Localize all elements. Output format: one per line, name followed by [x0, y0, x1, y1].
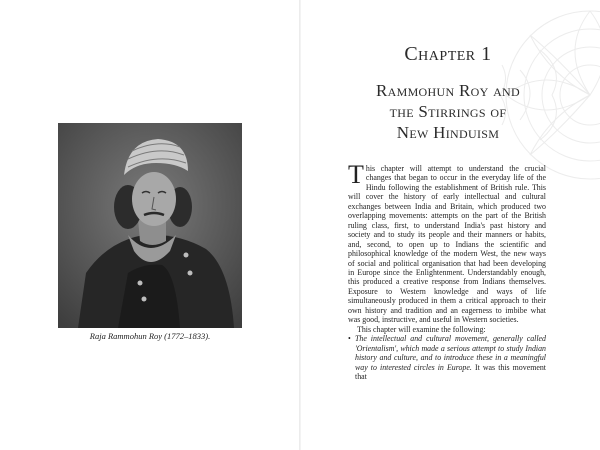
- chapter-title-line-3: New Hinduism: [396, 123, 500, 142]
- bullet-item-upright-text: It was this movement that: [355, 362, 546, 381]
- drop-cap: T: [348, 160, 364, 189]
- chapter-title: [340, 80, 556, 143]
- examine-paragraph: This chapter will examine the following:: [357, 324, 486, 334]
- page-gutter: [299, 0, 301, 450]
- intro-paragraph-text: his chapter will attempt to understand the crucial changes that began to occur in the everyday life of the Hindu following the establishment of British rule. This will cover the history of early intellectual and cultural exchanges between India and Britain, which produced two overlapping movements: attempts on the part of the British ruling class, first, to understand India's past history and society and to study its people and their manners or habits, and, second, to open up to Indians the scientific and philosophical knowledge of the modern West, the new ways of social and political organisation that had been developing in Europe since the Enlightenment. Understandably enough, this produced a creative response from Indians themselves. Exposure to Western knowledge and ways of life simultaneously produced in them a critical approach to their own history and tradition and an eagerness to imbibe what was good, instructive, and useful in Western societies.: [348, 164, 546, 325]
- portrait-caption: Raja Rammohun Roy (1772–1833).: [89, 331, 211, 341]
- chapter-title-line-2: the Stirrings of: [389, 102, 507, 121]
- intro-paragraph: [348, 160, 546, 325]
- chapter-label: Chapter 1: [404, 43, 492, 65]
- bullet-item-orientalism: [348, 334, 546, 381]
- portrait-drawing: [58, 123, 242, 328]
- bullet-item-italic-text: The intellectual and cultural movement, generally called 'Orientalism', which made a serious attempt to study Indian history and culture, and to introduce these in a meaningful way to interested circles in Europe.: [355, 334, 546, 372]
- chapter-title-line-1: Rammohun Roy and: [376, 81, 520, 100]
- bullet-icon: •: [348, 334, 351, 344]
- chapter-body: [348, 160, 546, 381]
- portrait-image: [58, 123, 242, 328]
